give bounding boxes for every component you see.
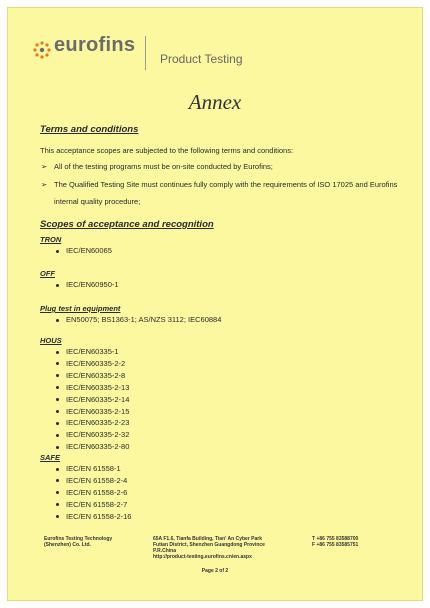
list-item: IEC/EN 61558-2-4 <box>54 475 131 487</box>
scopes-heading: Scopes of acceptance and recognition <box>40 219 214 230</box>
group-title-hous: HOUS <box>40 336 62 345</box>
page-number: Page 2 of 2 <box>201 568 229 574</box>
group-list-safe <box>54 463 131 523</box>
list-item: IEC/EN60335-2-14 <box>54 394 129 406</box>
list-item: IEC/EN60065 <box>54 245 112 257</box>
list-item: IEC/EN60335-2-80 <box>54 441 129 453</box>
list-item: IEC/EN60335-2-8 <box>54 370 129 382</box>
list-item: EN50075; BS1363-1; AS/NZS 3112; IEC60884 <box>54 314 221 326</box>
terms-item: ➢ The Qualified Testing Site must continues fully comply with the requirements of ISO 17025 and Eurofins internal quality procedure; <box>40 176 400 210</box>
group-title-off: OFF <box>40 269 55 278</box>
group-list-tron <box>54 245 112 257</box>
page-title: Annex <box>188 90 242 114</box>
document-page <box>8 8 422 600</box>
list-item: IEC/EN60335-2-13 <box>54 382 129 394</box>
group-title-tron: TRON <box>40 235 62 244</box>
list-item: IEC/EN60950-1 <box>54 279 119 291</box>
eurofins-logo-icon <box>32 40 52 60</box>
terms-intro: This acceptance scopes are subjected to the following terms and conditions: <box>40 146 294 155</box>
group-list-hous <box>54 346 129 453</box>
footer-website-link[interactable]: http://product-testing.eurofins.cn/en.aspx <box>153 554 252 560</box>
list-item: IEC/EN 61558-2-16 <box>54 511 131 523</box>
list-item: IEC/EN 61558-2-7 <box>54 499 131 511</box>
list-item: IEC/EN60335-1 <box>54 346 129 358</box>
arrow-bullet-icon: ➢ <box>41 162 48 171</box>
list-item: IEC/EN60335-2-32 <box>54 429 129 441</box>
group-title-safe: SAFE <box>40 453 61 462</box>
footer-company: Eurofins Testing Technology (Shenzhen) Co. Ltd. <box>44 536 113 548</box>
list-item: IEC/EN60335-2-23 <box>54 417 129 429</box>
list-item: IEC/EN60335-2-15 <box>54 406 129 418</box>
logo-divider <box>145 36 146 70</box>
list-item: IEC/EN 61558-1 <box>54 463 131 475</box>
group-list-off <box>54 279 119 291</box>
header-subtitle: Product Testing <box>160 52 243 66</box>
header <box>32 34 402 68</box>
terms-heading: Terms and conditions <box>40 124 139 135</box>
footer-phone: T +86 755 83588700 F +86 755 83585751 <box>312 536 359 548</box>
group-title-plug-test: Plug test in equipment <box>40 304 121 313</box>
footer-address: 65A F1.6, Tianfa Building, Tian' An Cyber Park Futian District, Shenzhen Guangdong Province P.R.China http://product-testing.eurofins.cn/en.aspx <box>153 536 265 560</box>
logo-text: eurofins <box>54 34 136 56</box>
terms-item: ➢ All of the testing programs must be on-site conducted by Eurofins; <box>40 158 400 175</box>
arrow-bullet-icon: ➢ <box>41 180 48 189</box>
list-item: IEC/EN60335-2-2 <box>54 358 129 370</box>
group-list-plug-test <box>54 314 221 326</box>
list-item: IEC/EN 61558-2-6 <box>54 487 131 499</box>
